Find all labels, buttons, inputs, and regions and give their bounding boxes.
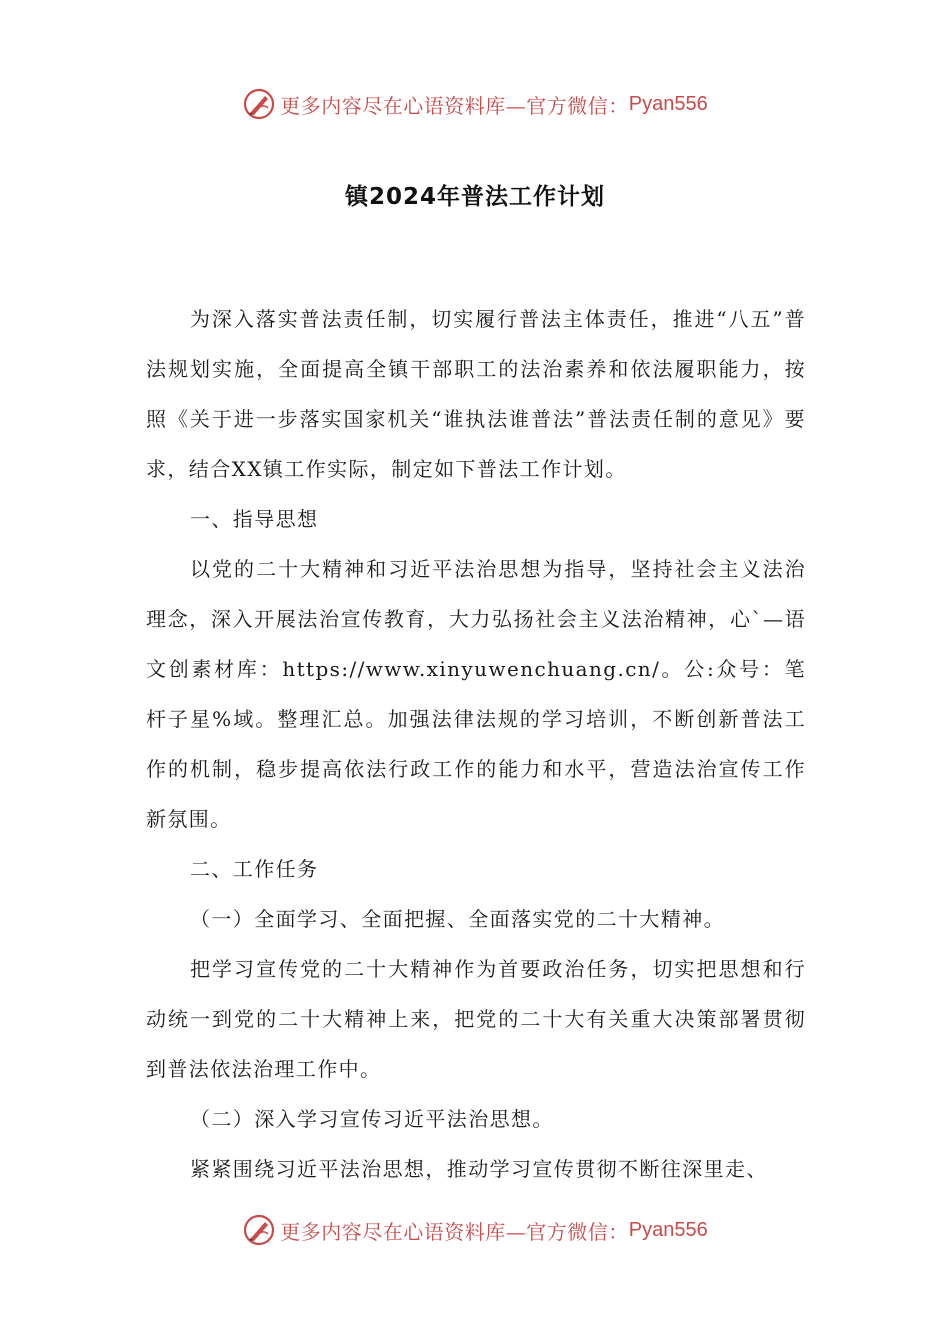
header-banner [0, 82, 950, 126]
banner-text: 更多内容尽在心语资料库—官方微信： [280, 93, 629, 118]
pen-logo-icon [242, 87, 276, 121]
document-title: 镇2024年普法工作计划 [344, 184, 605, 210]
paragraph-task-1: 把学习宣传党的二十大精神作为首要政治任务，切实把思想和行动统一到党的二十大精神上来，把党的二十大有关重大决策部署贯彻到普法依法治理工作中。 [146, 957, 806, 1081]
heading-guiding-thought: 一、指导思想 [190, 507, 319, 531]
pen-logo-icon [242, 1213, 276, 1247]
subheading-task-1: （一）全面学习、全面把握、全面落实党的二十大精神。 [190, 907, 725, 931]
document-body [146, 294, 806, 1194]
banner-wechat-id: Pyan556 [628, 1218, 708, 1241]
banner-wechat-id: Pyan556 [628, 92, 708, 115]
paragraph-task-2: 紧紧围绕习近平法治思想，推动学习宣传贯彻不断往深里走、 [190, 1157, 768, 1181]
paragraph-guiding-thought: 以党的二十大精神和习近平法治思想为指导，坚持社会主义法治理念，深入开展法治宣传教育，大力弘扬社会主义法治精神，心`—语文创素材库：https://www.xinyuwenchuang.cn/。公:众号：笔杆子星%域。整理汇总。加强法律法规的学习培训，不断创新普法工作的机制，稳步提高依法行政工作的能力和水平，营造法治宣传工作新氛围。 [146, 557, 806, 831]
subheading-task-2: （二）深入学习宣传习近平法治思想。 [190, 1107, 554, 1131]
paragraph-intro: 为深入落实普法责任制，切实履行普法主体责任，推进“八五”普法规划实施，全面提高全镇干部职工的法治素养和依法履职能力，按照《关于进一步落实国家机关“谁执法谁普法”普法责任制的意见》要求，结合XX镇工作实际，制定如下普法工作计划。 [146, 307, 806, 481]
heading-work-tasks: 二、工作任务 [190, 857, 319, 881]
footer-banner [0, 1208, 950, 1252]
banner-text: 更多内容尽在心语资料库—官方微信： [280, 1219, 629, 1244]
